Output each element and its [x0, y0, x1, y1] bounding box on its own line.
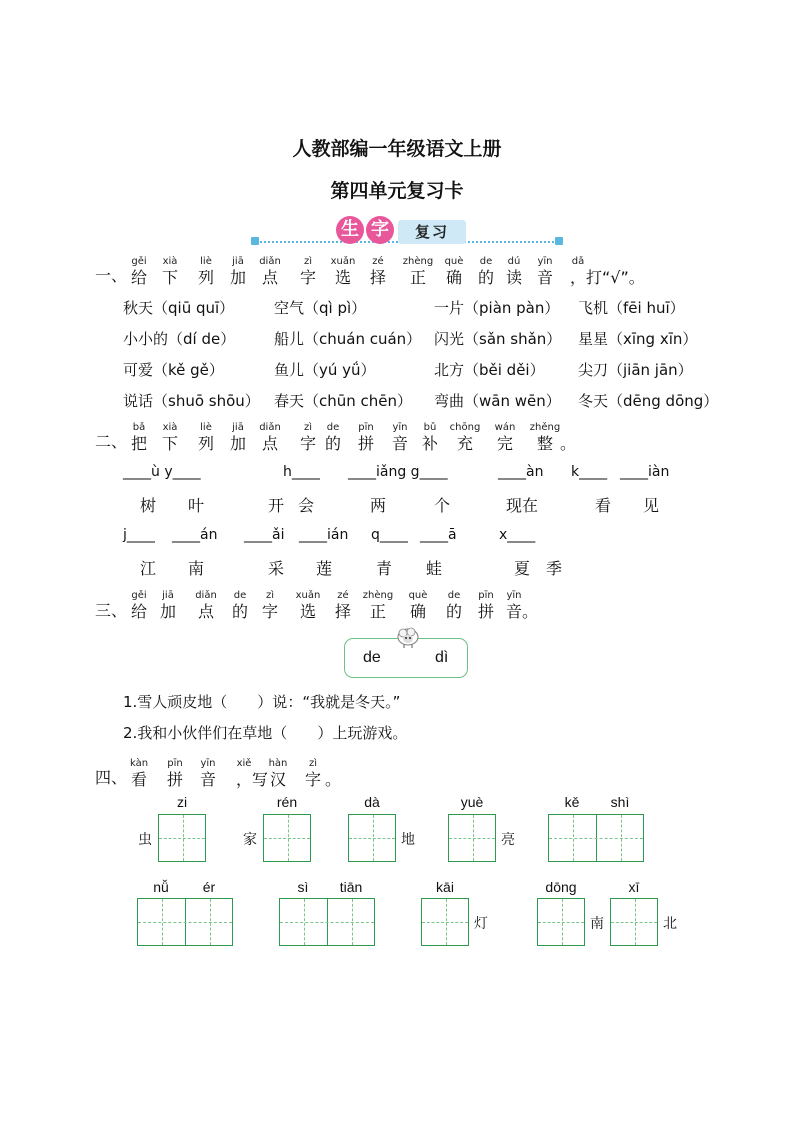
pinyin-choice-item: 鱼儿（yú yǘ）	[274, 361, 376, 379]
instruction-char: 点	[261, 434, 279, 453]
question-1-number: 一、	[95, 266, 128, 285]
writing-grid	[263, 814, 311, 862]
instruction-char: 选	[299, 602, 317, 621]
instruction-char: 加	[229, 434, 247, 453]
pinyin-annotation: jiā	[162, 590, 174, 601]
pinyin-blank: ____iàn	[620, 464, 670, 480]
pinyin-annotation: zhèng	[362, 590, 394, 601]
option-de: de	[363, 649, 381, 666]
pinyin-choice-item: 飞机（fēi huī）	[578, 299, 685, 317]
grid-pinyin: zi	[176, 794, 188, 810]
pinyin-choice-item: 空气（qì pì）	[274, 299, 367, 317]
writing-grid	[421, 898, 469, 946]
pinyin-choice-item: 闪光（sǎn shǎn）	[434, 330, 562, 348]
pinyin-blank: j____	[123, 527, 155, 543]
pinyin-annotation: xiě	[236, 758, 252, 769]
sentence-1: 1.雪人顽皮地（ ）说：“我就是冬天。”	[123, 693, 401, 711]
pinyin-choice-item: 北方（běi děi）	[434, 361, 545, 379]
pinyin-blank: x____	[499, 527, 536, 543]
writing-grid	[610, 898, 658, 946]
pinyin-choice-item: 小小的（dí de）	[123, 330, 236, 348]
instruction-char: 把	[130, 434, 148, 453]
grid-guide-horizontal	[422, 922, 468, 923]
grid-pinyin: dōng	[545, 879, 577, 895]
pinyin-choice-item: 弯曲（wān wēn）	[434, 392, 561, 410]
question-4-number: 四、	[95, 768, 128, 787]
instruction-char: 音	[505, 602, 523, 621]
pinyin-annotation: què	[444, 256, 464, 267]
pinyin-choice-item: 一片（piàn pàn）	[434, 299, 560, 317]
word-char: 夏	[513, 559, 531, 578]
question-2-number: 二、	[95, 432, 128, 451]
instruction-char: 下	[161, 434, 179, 453]
pinyin-annotation: zì	[265, 590, 275, 601]
word-char: 看	[594, 496, 612, 515]
pinyin-annotation: chōng	[449, 422, 481, 433]
pinyin-annotation: xià	[162, 256, 178, 267]
instruction-char: 择	[334, 602, 352, 621]
pinyin-choice-item: 春天（chūn chēn）	[274, 392, 413, 410]
pinyin-blank: ____ián	[299, 527, 349, 543]
pinyin-annotation: zé	[372, 256, 384, 267]
instruction-char: 择	[369, 268, 387, 287]
writing-grid	[548, 814, 644, 862]
writing-grid	[448, 814, 496, 862]
pinyin-annotation: zì	[303, 422, 313, 433]
pinyin-annotation: de	[479, 256, 493, 267]
instruction-char: 下	[161, 268, 179, 287]
pinyin-annotation: pīn	[478, 590, 494, 601]
pinyin-annotation: xuǎn	[295, 590, 321, 601]
pinyin-annotation: wán	[494, 422, 516, 433]
pinyin-annotation: gěi	[131, 590, 147, 601]
pinyin-annotation: hàn	[268, 758, 288, 769]
instruction-char: 的	[477, 268, 495, 287]
grid-guide-horizontal	[549, 838, 643, 839]
grid-context-char: 南	[590, 916, 604, 932]
pinyin-annotation: bǎ	[132, 422, 146, 433]
pinyin-blank: q____	[371, 527, 408, 543]
grid-pinyin: xī	[628, 879, 640, 895]
word-char: 季	[545, 559, 563, 578]
pinyin-annotation: zì	[308, 758, 318, 769]
grid-context-char: 虫	[138, 832, 152, 848]
pinyin-blank: ____àn	[498, 464, 544, 480]
pinyin-annotation: xià	[162, 422, 178, 433]
instruction-char: ，写	[236, 770, 269, 789]
grid-context-char: 灯	[474, 916, 488, 932]
option-di: dì	[435, 649, 449, 666]
pinyin-annotation: de	[447, 590, 461, 601]
word-char: 个	[433, 496, 451, 515]
grid-pinyin: nǚ	[153, 879, 169, 895]
pinyin-annotation: zì	[303, 256, 313, 267]
instruction-char: 音	[199, 770, 217, 789]
pinyin-blank: h____	[283, 464, 320, 480]
word-char: 开	[267, 496, 285, 515]
instruction-char: 拼	[357, 434, 375, 453]
sheep-icon	[395, 627, 421, 649]
grid-pinyin: kāi	[436, 879, 454, 895]
instruction-char: 完	[496, 434, 514, 453]
instruction-char: 给	[130, 268, 148, 287]
grid-pinyin: yuè	[460, 794, 484, 810]
banner-dot-left	[251, 237, 259, 245]
instruction-char: 加	[229, 268, 247, 287]
instruction-char: 字	[304, 770, 322, 789]
instruction-char: 看	[130, 770, 148, 789]
word-char: 会	[297, 496, 315, 515]
instruction-char: 读	[505, 268, 523, 287]
word-char: 蛙	[425, 559, 443, 578]
writing-grid	[279, 898, 375, 946]
sentence-2: 2.我和小伙伴们在草地（ ）上玩游戏。	[123, 724, 408, 742]
instruction-char: ，打“√”。	[570, 268, 645, 287]
word-char: 莲	[315, 559, 333, 578]
grid-context-char: 家	[243, 832, 257, 848]
page-title: 人教部编一年级语文上册	[292, 138, 502, 160]
pinyin-blank: k____	[571, 464, 608, 480]
pinyin-annotation: zhèng	[402, 256, 434, 267]
instruction-char: 正	[409, 268, 427, 287]
word-char: 现在	[505, 496, 539, 515]
pinyin-annotation: dú	[507, 256, 521, 267]
pinyin-annotation: diǎn	[195, 590, 217, 601]
pinyin-choice-item: 船儿（chuán cuán）	[274, 330, 422, 348]
page-subtitle: 第四单元复习卡	[330, 180, 464, 202]
instruction-char: 音	[536, 268, 554, 287]
pinyin-annotation: diǎn	[259, 256, 281, 267]
grid-guide-horizontal	[349, 838, 395, 839]
pinyin-annotation: bǔ	[423, 422, 437, 433]
pinyin-annotation: de	[326, 422, 340, 433]
grid-guide-horizontal	[264, 838, 310, 839]
word-char: 树	[139, 496, 157, 515]
grid-guide-horizontal	[280, 922, 374, 923]
word-char: 采	[267, 559, 285, 578]
instruction-char: 汉	[269, 770, 287, 789]
grid-pinyin: rén	[276, 794, 298, 810]
instruction-char: 点	[197, 602, 215, 621]
instruction-char: 音	[391, 434, 409, 453]
instruction-char: 选	[334, 268, 352, 287]
grid-pinyin: ér	[202, 879, 216, 895]
grid-context-char: 亮	[501, 832, 515, 848]
word-char: 见	[642, 496, 660, 515]
writing-grid	[137, 898, 233, 946]
pinyin-annotation: pīn	[167, 758, 183, 769]
instruction-char: 整	[536, 434, 554, 453]
word-char: 南	[187, 559, 205, 578]
pinyin-blank: ____ù y____	[123, 464, 201, 480]
pinyin-annotation: de	[233, 590, 247, 601]
pinyin-annotation: liè	[200, 256, 212, 267]
instruction-char: 加	[159, 602, 177, 621]
instruction-char: 确	[409, 602, 427, 621]
writing-grid	[348, 814, 396, 862]
instruction-char: 确	[445, 268, 463, 287]
instruction-char: 的	[445, 602, 463, 621]
instruction-char: 。	[521, 602, 539, 621]
grid-pinyin: shì	[610, 794, 630, 810]
pinyin-annotation: yīn	[506, 590, 522, 601]
pinyin-blank: ____ǎi	[244, 527, 285, 543]
instruction-char: 。	[559, 434, 577, 453]
pinyin-annotation: yīn	[537, 256, 553, 267]
instruction-char: 的	[231, 602, 249, 621]
grid-context-char: 北	[663, 916, 677, 932]
pinyin-annotation: kàn	[129, 758, 149, 769]
instruction-char: 字	[261, 602, 279, 621]
grid-guide-horizontal	[159, 838, 205, 839]
pinyin-annotation: què	[408, 590, 428, 601]
instruction-char: 列	[197, 268, 215, 287]
instruction-char: 拼	[166, 770, 184, 789]
pinyin-choice-item: 冬天（dēng dōng）	[578, 392, 719, 410]
pinyin-annotation: jiā	[232, 422, 244, 433]
word-char: 两	[369, 496, 387, 515]
pinyin-annotation: xuǎn	[330, 256, 356, 267]
banner-dot-right	[555, 237, 563, 245]
banner-char-1: 生	[336, 216, 364, 244]
pinyin-annotation: diǎn	[259, 422, 281, 433]
banner-label: 复习	[398, 220, 466, 244]
pinyin-choice-item: 星星（xīng xīn）	[578, 330, 698, 348]
instruction-char: 补	[421, 434, 439, 453]
writing-grid	[158, 814, 206, 862]
grid-guide-horizontal	[611, 922, 657, 923]
instruction-char: 正	[369, 602, 387, 621]
pinyin-blank: ____iǎng g____	[348, 464, 448, 480]
pinyin-annotation: zé	[337, 590, 349, 601]
instruction-char: 的	[324, 434, 342, 453]
pinyin-option-box	[344, 638, 468, 678]
pinyin-annotation: pīn	[358, 422, 374, 433]
pinyin-annotation: jiā	[232, 256, 244, 267]
pinyin-choice-item: 可爱（kě gě）	[123, 361, 224, 379]
instruction-char: 充	[456, 434, 474, 453]
word-char: 叶	[187, 496, 205, 515]
writing-grid	[537, 898, 585, 946]
instruction-char: 点	[261, 268, 279, 287]
banner-char-2: 字	[366, 216, 394, 244]
pinyin-annotation: yīn	[392, 422, 408, 433]
pinyin-blank: ____án	[172, 527, 218, 543]
grid-context-char: 地	[401, 832, 415, 848]
instruction-char: 。	[324, 770, 342, 789]
grid-guide-horizontal	[538, 922, 584, 923]
instruction-char: 给	[130, 602, 148, 621]
pinyin-choice-item: 尖刀（jiān jān）	[578, 361, 693, 379]
grid-guide-horizontal	[449, 838, 495, 839]
pinyin-choice-item: 说话（shuō shōu）	[123, 392, 260, 410]
pinyin-annotation: liè	[200, 422, 212, 433]
instruction-char: 拼	[477, 602, 495, 621]
pinyin-annotation: dǎ	[571, 256, 585, 267]
pinyin-annotation: zhěng	[529, 422, 561, 433]
word-char: 江	[139, 559, 157, 578]
question-3-number: 三、	[95, 601, 128, 620]
instruction-char: 字	[299, 434, 317, 453]
grid-guide-horizontal	[138, 922, 232, 923]
pinyin-annotation: yīn	[200, 758, 216, 769]
instruction-char: 列	[197, 434, 215, 453]
pinyin-choice-item: 秋天（qiū quī）	[123, 299, 235, 317]
pinyin-blank: ____ā	[420, 527, 457, 543]
grid-pinyin: dà	[364, 794, 380, 810]
word-char: 青	[375, 559, 393, 578]
instruction-char: 字	[299, 268, 317, 287]
grid-pinyin: kě	[564, 794, 580, 810]
pinyin-annotation: gěi	[131, 256, 147, 267]
grid-pinyin: tiān	[339, 879, 363, 895]
grid-pinyin: sì	[297, 879, 309, 895]
